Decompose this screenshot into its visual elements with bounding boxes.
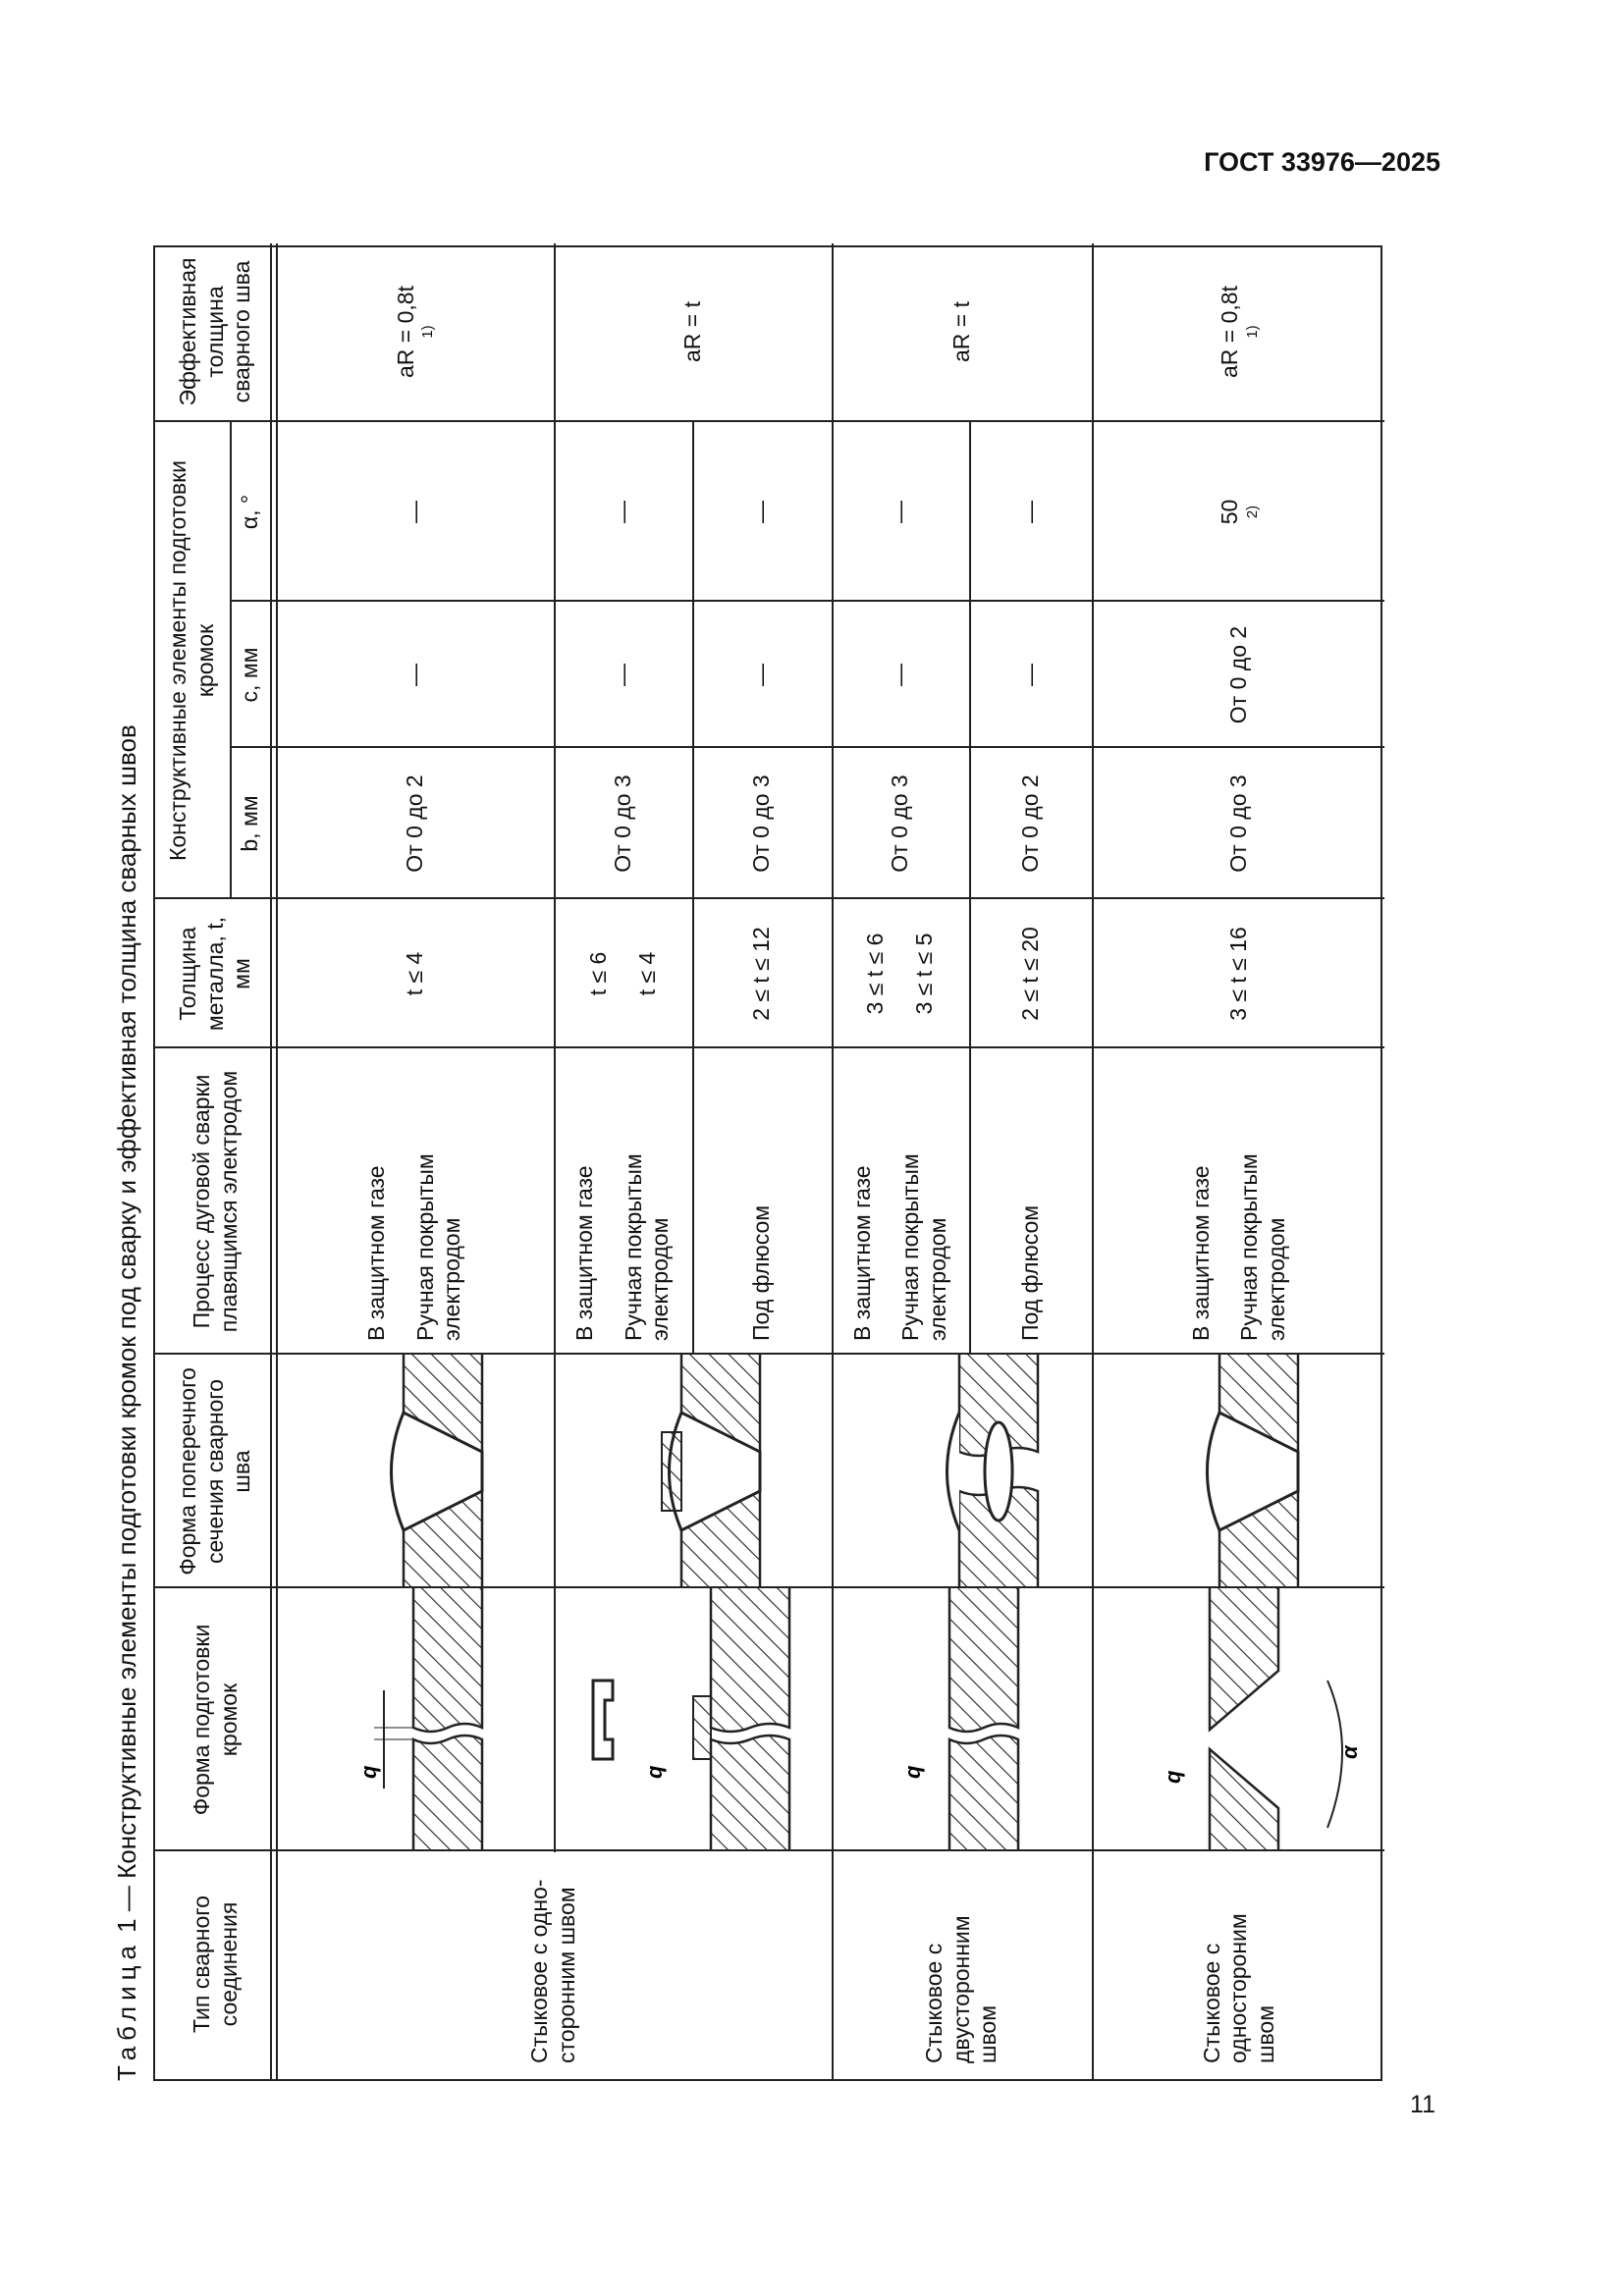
section-form-v (1092, 1355, 1386, 1588)
process-row-1-line: Ручная покрытым электродом (411, 1153, 465, 1341)
alpha-row-1: — (401, 501, 427, 523)
thickness-row-3 (692, 899, 832, 1048)
process-row-4 (832, 1048, 969, 1355)
b-row-5: От 0 до 2 (1016, 774, 1043, 873)
process-row-3-line: Под флюсом (748, 1204, 775, 1341)
caption-number: 1 (112, 1918, 141, 1933)
process-row-6-line: Ручная покрытым электродом (1236, 1153, 1289, 1341)
process-row-4-line: В защитном газе (848, 1165, 875, 1341)
thickness-row-6-line: 3 ≤ t ≤ 16 (1225, 927, 1252, 1021)
section-form-single (276, 1355, 554, 1588)
b-row-4: От 0 до 3 (887, 774, 913, 873)
alpha-row-5: — (1016, 501, 1043, 523)
svg-text:q: q (356, 1765, 381, 1779)
process-row-5 (969, 1048, 1092, 1355)
process-row-6 (1092, 1048, 1386, 1355)
header-thickness: Толщина металла, t, мм (175, 916, 255, 1032)
alpha-row-4: — (887, 501, 913, 523)
process-row-2 (554, 1048, 692, 1355)
page-header: ГОСТ 33976—2025 (1204, 147, 1440, 177)
joint-type-group-1: Стыковое с одно-сторонним швом (526, 1879, 579, 2063)
effective-group-3: aR = t (947, 301, 974, 363)
header-section-form: Форма поперечного сечения сварного шва (175, 1367, 255, 1575)
header-alpha: α, ° (236, 494, 262, 530)
process-row-2-line: Ручная покрытым электродом (620, 1153, 674, 1341)
b-row-3: От 0 до 3 (748, 774, 775, 873)
edge-form-double-sided (832, 1588, 1092, 1851)
header-joint-type: Тип сварного соединения (188, 1896, 242, 2033)
thickness-row-5 (969, 899, 1092, 1048)
thickness-row-4-line: 3 ≤ t ≤ 6 (862, 933, 889, 1015)
c-row-4: — (887, 664, 913, 686)
thickness-row-2-line: t ≤ 6 (584, 951, 611, 996)
c-row-5: — (1016, 664, 1043, 686)
joint-type-group-4: Стыковое с одностороним швом (1198, 1913, 1278, 2063)
header-elements-group: Конструктивные элементы подготовки кромок (165, 459, 218, 862)
caption-text: — Конструктивные элементы подготовки кромок под сварку и эффективная толщина сварных швов (112, 724, 141, 1912)
table-caption (106, 724, 147, 2081)
thickness-row-4 (832, 899, 969, 1048)
svg-text:α: α (1337, 1745, 1362, 1759)
svg-text:q: q (642, 1765, 667, 1779)
b-row-2: От 0 до 3 (609, 774, 635, 873)
header-c: c, мм (236, 647, 262, 703)
thickness-row-2 (554, 899, 692, 1048)
rotated-table-block (106, 226, 1382, 2081)
header-effective: Эффективная толщина сварного шва (175, 257, 255, 406)
header-process: Процесс дуговой сварки плавящимся электродом (188, 1070, 242, 1333)
b-row-6: От 0 до 3 (1225, 774, 1252, 873)
effective-group-4: aR = 0,8t 1) (1217, 286, 1261, 378)
b-row-1: От 0 до 2 (401, 774, 427, 873)
header-edge-form: Форма подготовки кромок (188, 1624, 242, 1816)
section-form-double (832, 1355, 1092, 1588)
process-row-3 (692, 1048, 832, 1355)
thickness-row-3-line: 2 ≤ t ≤ 12 (748, 927, 775, 1021)
thickness-row-1-line: t ≤ 4 (401, 951, 427, 996)
c-row-3: — (748, 664, 775, 686)
process-row-4-line: Ручная покрытым электродом (897, 1153, 950, 1341)
effective-group-2: aR = t (678, 301, 705, 363)
process-row-2-line: В защитном газе (571, 1165, 598, 1341)
thickness-row-1 (276, 899, 554, 1048)
edge-form-v-bevel (1092, 1588, 1386, 1851)
process-row-1 (276, 1048, 554, 1355)
page-number: 11 (1410, 2091, 1435, 2118)
edge-form-backing-strip (554, 1588, 832, 1851)
joint-type-group-3: Стыковое с двусторонним швом (921, 1915, 1001, 2063)
section-form-strip (554, 1355, 832, 1588)
process-row-6-line: В защитном газе (1187, 1165, 1214, 1341)
process-row-5-line: Под флюсом (1016, 1204, 1043, 1341)
main-table (153, 245, 1382, 2081)
svg-text:q: q (900, 1765, 925, 1779)
alpha-row-2: — (609, 501, 635, 523)
thickness-row-2-line: t ≤ 4 (633, 951, 660, 996)
alpha-row-3: — (748, 501, 775, 523)
thickness-row-6 (1092, 899, 1386, 1048)
thickness-row-5-line: 2 ≤ t ≤ 20 (1016, 927, 1043, 1021)
process-row-1-line: В защитном газе (363, 1165, 390, 1341)
header-b: b, мм (236, 795, 262, 852)
alpha-row-6: 50 2) (1217, 499, 1261, 525)
svg-text:q: q (1161, 1770, 1185, 1784)
c-row-1: — (401, 664, 427, 686)
edge-form-square-gap (276, 1588, 554, 1851)
caption-label: Таблица (112, 1940, 141, 2081)
c-row-6: От 0 до 2 (1225, 625, 1252, 724)
c-row-2: — (609, 664, 635, 686)
effective-group-1: aR = 0,8t 1) (392, 286, 437, 378)
thickness-row-4-line: 3 ≤ t ≤ 5 (911, 933, 937, 1015)
